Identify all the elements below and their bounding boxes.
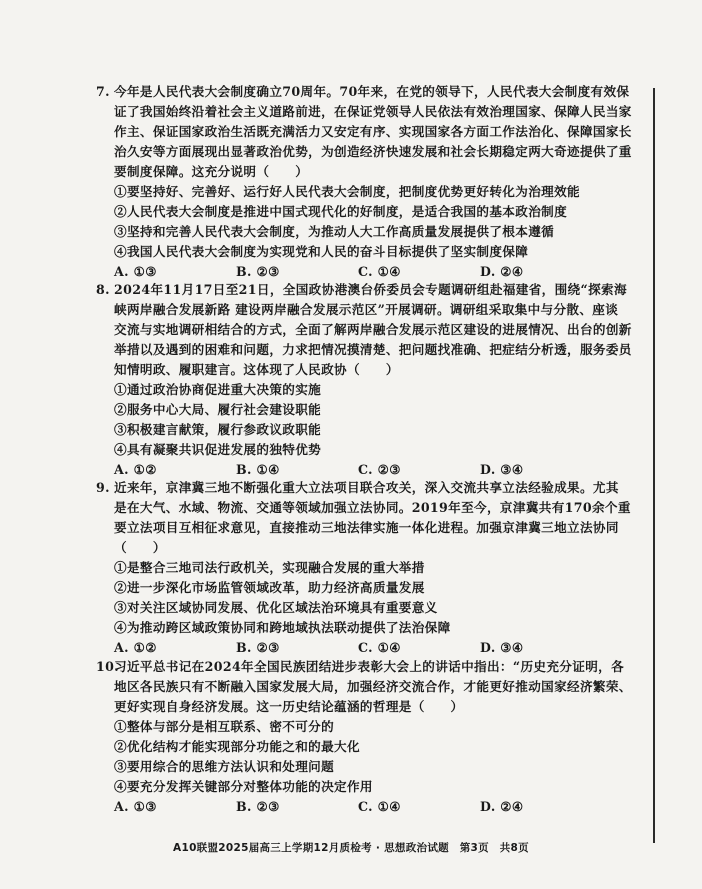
stem-line xyxy=(96,677,641,697)
stem-line xyxy=(96,142,641,162)
stem-text: 习近平总书记在2024年全国民族团结进步表彰大会上的讲话中指出：“历史充分证明，各 xyxy=(114,659,625,674)
question-stem xyxy=(96,657,641,717)
statement-option: ④具有凝聚共识促进发展的独特优势 xyxy=(114,442,322,457)
stem-line xyxy=(96,478,641,498)
answer-choice[interactable]: D. ③④ xyxy=(480,462,524,477)
answer-choice[interactable]: B. ②③ xyxy=(236,264,280,279)
question-stem xyxy=(96,478,641,558)
stem-line xyxy=(96,538,641,558)
stem-line xyxy=(96,518,641,538)
answer-choice[interactable]: B. ②③ xyxy=(236,640,280,655)
stem-text: 今年是人民代表大会制度确立70周年。70年来，在党的领导下，人民代表大会制度有效保 xyxy=(114,84,630,99)
answer-choice[interactable]: A. ①③ xyxy=(114,799,157,814)
stem-text: 地区各民族只有不断融入国家发展大局，加强经济交流合作，才能更好推动国家经济繁荣、 xyxy=(114,679,632,694)
stem-line xyxy=(96,360,641,380)
statement-option: ③积极建言献策，履行参政议政职能 xyxy=(114,422,322,437)
answer-choice[interactable]: B. ①④ xyxy=(236,462,280,477)
answer-choice[interactable]: D. ③④ xyxy=(480,640,524,655)
statement-option: ④要充分发挥关键部分对整体功能的决定作用 xyxy=(114,779,373,794)
stem-text: 证了我国始终沿着社会主义道路前进，在保证党领导人民依法有效治理国家、保障人民当家 xyxy=(114,104,632,119)
statement-option: ①是整合三地司法行政机关，实现融合发展的重大举措 xyxy=(114,560,425,575)
stem-text: 近来年，京津冀三地不断强化重大立法项目联合攻关，深入交流共享立法经验成果。尤其 xyxy=(114,480,619,495)
statement-option: ①通过政治协商促进重大决策的实施 xyxy=(114,382,322,397)
stem-text: 知情明政、履职建言。这体现了人民政协（ ） xyxy=(114,362,399,377)
stem-line xyxy=(96,657,641,677)
answer-choice[interactable]: C. ①④ xyxy=(358,264,401,279)
stem-text: 要制度保障。这充分说明（ ） xyxy=(114,164,309,179)
question-number: 9. xyxy=(96,480,110,495)
question-stem xyxy=(96,280,641,380)
stem-line xyxy=(96,498,641,518)
question-9 xyxy=(96,478,641,658)
stem-text: 峡两岸融合发展新路 建设两岸融合发展示范区”开展调研。调研组采取集中与分散、座谈 xyxy=(114,302,619,317)
stem-line xyxy=(96,280,641,300)
stem-line xyxy=(96,300,641,320)
answer-choice[interactable]: A. ①② xyxy=(114,640,157,655)
answer-choices xyxy=(96,460,641,480)
statement-option: ③要用综合的思维方法认识和处理问题 xyxy=(114,759,335,774)
question-number: 8. xyxy=(96,282,110,297)
stem-text: 举措以及遇到的困难和问题，力求把情况摸清楚、把问题找准确、把症结分析透，服务委员 xyxy=(114,342,632,357)
stem-line xyxy=(96,320,641,340)
stem-text: 要立法项目互相征求意见，直接推动三地法律实施一体化进程。加强京津冀三地立法协同 xyxy=(114,520,619,535)
stem-line xyxy=(96,697,641,717)
stem-text: 2024年11月17日至21日，全国政协港澳台侨委员会专题调研组赴福建省，围绕“探索海 xyxy=(114,282,627,297)
stem-text: 交流与实地调研相结合的方式，全面了解两岸融合发展示范区建设的进展情况、出台的创新 xyxy=(114,322,632,337)
stem-line xyxy=(96,102,641,122)
answer-choice[interactable]: A. ①③ xyxy=(114,264,157,279)
statement-option: ②服务中心大局、履行社会建设职能 xyxy=(114,402,322,417)
answer-choices xyxy=(96,262,641,282)
question-stem xyxy=(96,82,641,182)
question-10 xyxy=(96,657,641,817)
question-8 xyxy=(96,280,641,480)
statement-option: ③对关注区域协同发展、优化区域法治环境具有重要意义 xyxy=(114,600,438,615)
statement-option: ③坚持和完善人民代表大会制度，为推动人大工作高质量发展提供了根本遵循 xyxy=(114,224,555,239)
answer-choice[interactable]: D. ②④ xyxy=(480,799,524,814)
stem-line xyxy=(96,162,641,182)
answer-choice[interactable]: A. ①② xyxy=(114,462,157,477)
stem-text: 作主、保证国家政治生活既充满活力又安定有序、实现国家各方面工作法治化、保障国家长 xyxy=(114,124,632,139)
question-number: 7. xyxy=(96,84,110,99)
answer-choices xyxy=(96,797,641,817)
statement-option: ②优化结构才能实现部分功能之和的最大化 xyxy=(114,739,360,754)
statement-option: ②人民代表大会制度是推进中国式现代化的好制度，是适合我国的基本政治制度 xyxy=(114,204,568,219)
statement-option: ①整体与部分是相互联系、密不可分的 xyxy=(114,719,335,734)
answer-choice[interactable]: D. ②④ xyxy=(480,264,524,279)
stem-line xyxy=(96,82,641,102)
page-footer: A10联盟2025届高三上学期12月质检考 · 思想政治试题 第3页 共8页 xyxy=(173,842,529,854)
question-number: 10. xyxy=(96,659,119,674)
stem-text: 更好实现自身经济发展。这一历史结论蕴涵的哲理是（ ） xyxy=(114,699,464,714)
statement-option: ④我国人民代表大会制度为实现党和人民的奋斗目标提供了坚实制度保障 xyxy=(114,244,529,259)
stem-text: 治久安等方面展现出显著政治优势，为创造经济快速发展和社会长期稳定两大奇迹提供了重 xyxy=(114,144,632,159)
answer-choices xyxy=(96,638,641,658)
margin-rule xyxy=(653,88,655,843)
stem-line xyxy=(96,122,641,142)
answer-choice[interactable]: C. ①④ xyxy=(358,640,401,655)
statement-option: ②进一步深化市场监管领域改革，助力经济高质量发展 xyxy=(114,580,425,595)
statement-option: ①要坚持好、完善好、运行好人民代表大会制度，把制度优势更好转化为治理效能 xyxy=(114,184,580,199)
stem-text: 是在大气、水域、物流、交通等领域加强立法协同。2019年至今，京津冀共有170余个重 xyxy=(114,500,631,515)
answer-choice[interactable]: B. ②③ xyxy=(236,799,280,814)
statement-option: ④为推动跨区域政策协同和跨地域执法联动提供了法治保障 xyxy=(114,620,451,635)
answer-choice[interactable]: C. ①④ xyxy=(358,799,401,814)
stem-line xyxy=(96,340,641,360)
answer-choice[interactable]: C. ②③ xyxy=(358,462,401,477)
question-7 xyxy=(96,82,641,282)
stem-text: （ ） xyxy=(114,540,166,555)
